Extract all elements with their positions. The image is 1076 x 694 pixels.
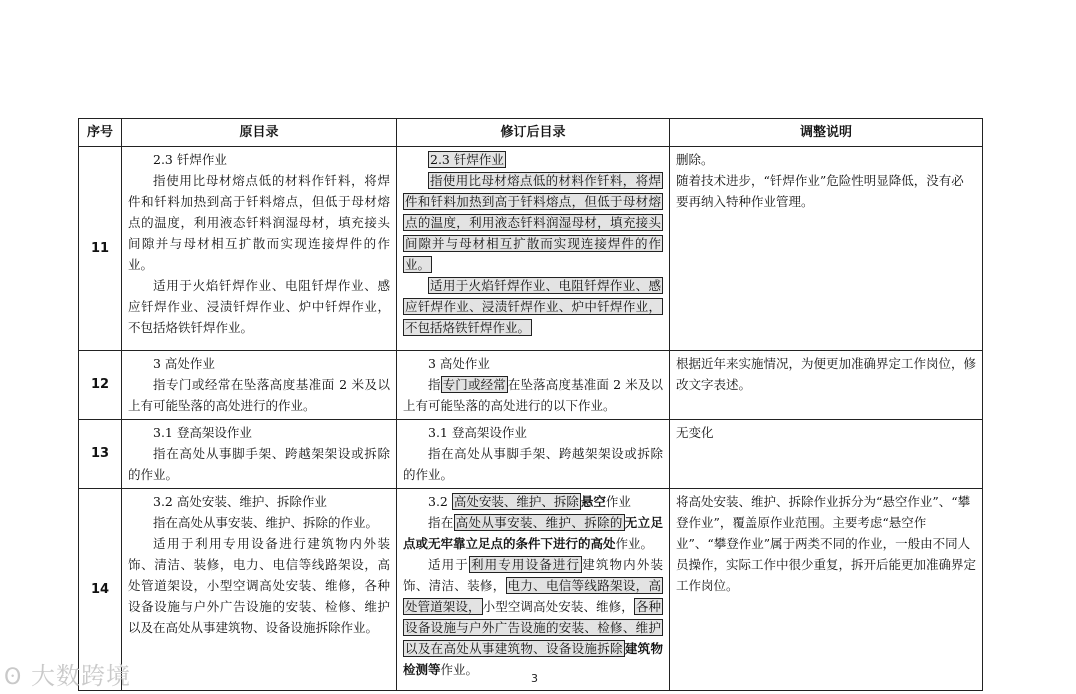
original-definition: 指使用比母材熔点低的材料作钎料，将焊件和钎料加热到高于钎料熔点，但低于母材熔点的温度，利用液态钎料润湿母材，填充接头间隙并与母材相互扩散而实现连接焊件的作业。 xyxy=(128,173,390,272)
note-line: 根据近年来实施情况，为便更加准确界定工作岗位，修改文字表述。 xyxy=(676,356,977,392)
note-line: 删除。 xyxy=(676,152,714,167)
header-row xyxy=(79,119,983,147)
original-definition: 指在高处从事安装、维护、拆除的作业。 xyxy=(153,515,379,530)
revised-definition: 指 专门或经常 在坠落高度基准面 2 米及以上有可能坠落的高处进行的以下作业。 xyxy=(403,377,663,413)
logo-icon: ʘ xyxy=(4,665,23,690)
header-note: 调整说明 xyxy=(670,119,983,147)
deleted-highlight: 各种设备设施与户外广告设施的安装、检修、维护以及在高处从事建筑物、设备设施拆除 xyxy=(405,599,661,656)
original-scope: 适用于利用专用设备进行建筑物内外装饰、清洁、装修，电力、电信等线路架设，高处管道架设，小型空调高处安装、维修，各种设备设施与户外广告设施的安装、检修、维护以及在高处从事建筑物、设备设施拆除作业。 xyxy=(128,536,390,635)
table-row xyxy=(79,420,983,489)
note-cell xyxy=(670,351,983,420)
deleted-highlight: 2.3 钎焊作业 xyxy=(430,152,504,167)
header-seq: 序号 xyxy=(79,119,122,147)
added-text: 无立足点或无牢靠立足点的条件下进行的高处 xyxy=(403,515,663,551)
original-scope: 适用于火焰钎焊作业、电阻钎焊作业、感应钎焊作业、浸渍钎焊作业、炉中钎焊作业，不包括烙铁钎焊作业。 xyxy=(128,278,390,335)
deleted-highlight: 专门或经常 xyxy=(442,377,506,392)
row-seq: 13 xyxy=(79,420,122,489)
watermark-text: 大数跨境 xyxy=(30,662,131,690)
original-cell xyxy=(122,351,397,420)
revised-definition xyxy=(403,170,663,275)
revised-cell xyxy=(397,489,670,691)
original-heading: 3.2 高处安装、维护、拆除作业 xyxy=(153,494,327,509)
row-seq: 14 xyxy=(79,489,122,691)
table-row xyxy=(79,147,983,351)
original-definition: 指在高处从事脚手架、跨越架架设或拆除的作业。 xyxy=(128,446,390,482)
revised-scope xyxy=(403,275,663,338)
header-revised: 修订后目录 xyxy=(397,119,670,147)
table-row xyxy=(79,489,983,691)
revised-heading: 3.2 高处安装、维护、拆除 悬空作业 xyxy=(428,494,631,509)
header-original: 原目录 xyxy=(122,119,397,147)
revised-cell xyxy=(397,147,670,351)
note-cell xyxy=(670,147,983,351)
original-cell xyxy=(122,147,397,351)
page-number: 3 xyxy=(531,672,538,685)
added-text: 建筑物检测等 xyxy=(403,641,663,677)
original-definition: 指专门或经常在坠落高度基准面 2 米及以上有可能坠落的高处进行的作业。 xyxy=(128,377,390,413)
table-row xyxy=(79,351,983,420)
added-text: 悬空 xyxy=(580,494,606,509)
original-heading: 3 高处作业 xyxy=(153,356,215,371)
revised-cell xyxy=(397,420,670,489)
row-seq: 12 xyxy=(79,351,122,420)
note-line: 随着技术进步，“钎焊作业”危险性明显降低，没有必要再纳入特种作业管理。 xyxy=(676,173,964,209)
note-cell xyxy=(670,489,983,691)
deleted-highlight: 利用专用设备进行 xyxy=(470,557,581,572)
deleted-highlight: 适用于火焰钎焊作业、电阻钎焊作业、感应钎焊作业、浸渍钎焊作业、炉中钎焊作业，不包括烙铁钎焊作业。 xyxy=(405,278,661,335)
original-cell xyxy=(122,489,397,691)
deleted-highlight: 高处安装、维护、拆除 xyxy=(453,494,579,509)
revised-definition: 指在高处从事脚手架、跨越架架设或拆除的作业。 xyxy=(403,446,663,482)
row-seq: 11 xyxy=(79,147,122,351)
deleted-highlight: 指使用比母材熔点低的材料作钎料，将焊件和钎料加热到高于钎料熔点，但低于母材熔点的温度，利用液态钎料润湿母材，填充接头间隙并与母材相互扩散而实现连接焊件的作业。 xyxy=(405,173,661,272)
revised-scope: 适用于 利用专用设备进行 建筑物内外装饰、清洁、装修， 电力、电信等线路架设，高处管道架设， 小型空调高处安装、维修， 各种设备设施与户外广告设施的安装、检修、维护以及在高处从事建筑物、设备设施拆除 建筑物检测等作业。 xyxy=(403,557,663,677)
original-cell xyxy=(122,420,397,489)
revised-heading: 3 高处作业 xyxy=(428,356,490,371)
revised-cell xyxy=(397,351,670,420)
revised-definition: 指在 高处从事安装、维护、拆除的 无立足点或无牢靠立足点的条件下进行的高处作业。 xyxy=(403,515,663,551)
original-heading: 3.1 登高架设作业 xyxy=(153,425,252,440)
note-line: 将高处安装、维护、拆除作业拆分为“悬空作业”、“攀登作业”，覆盖原作业范围。主要考虑“悬空作业”、“攀登作业”属于两类不同的作业，一般由不同人员操作，实际工作中很少重复，拆开后能更加准确界定工作岗位。 xyxy=(676,494,977,593)
revised-heading xyxy=(403,149,663,170)
deleted-highlight: 电力、电信等线路架设，高处管道架设， xyxy=(405,578,661,614)
revised-heading: 3.1 登高架设作业 xyxy=(428,425,527,440)
original-heading: 2.3 钎焊作业 xyxy=(153,152,227,167)
watermark-logo xyxy=(4,656,131,691)
note-cell xyxy=(670,420,983,489)
note-line: 无变化 xyxy=(676,425,714,440)
catalog-comparison-table xyxy=(78,118,983,691)
deleted-highlight: 高处从事安装、维护、拆除的 xyxy=(455,515,623,530)
